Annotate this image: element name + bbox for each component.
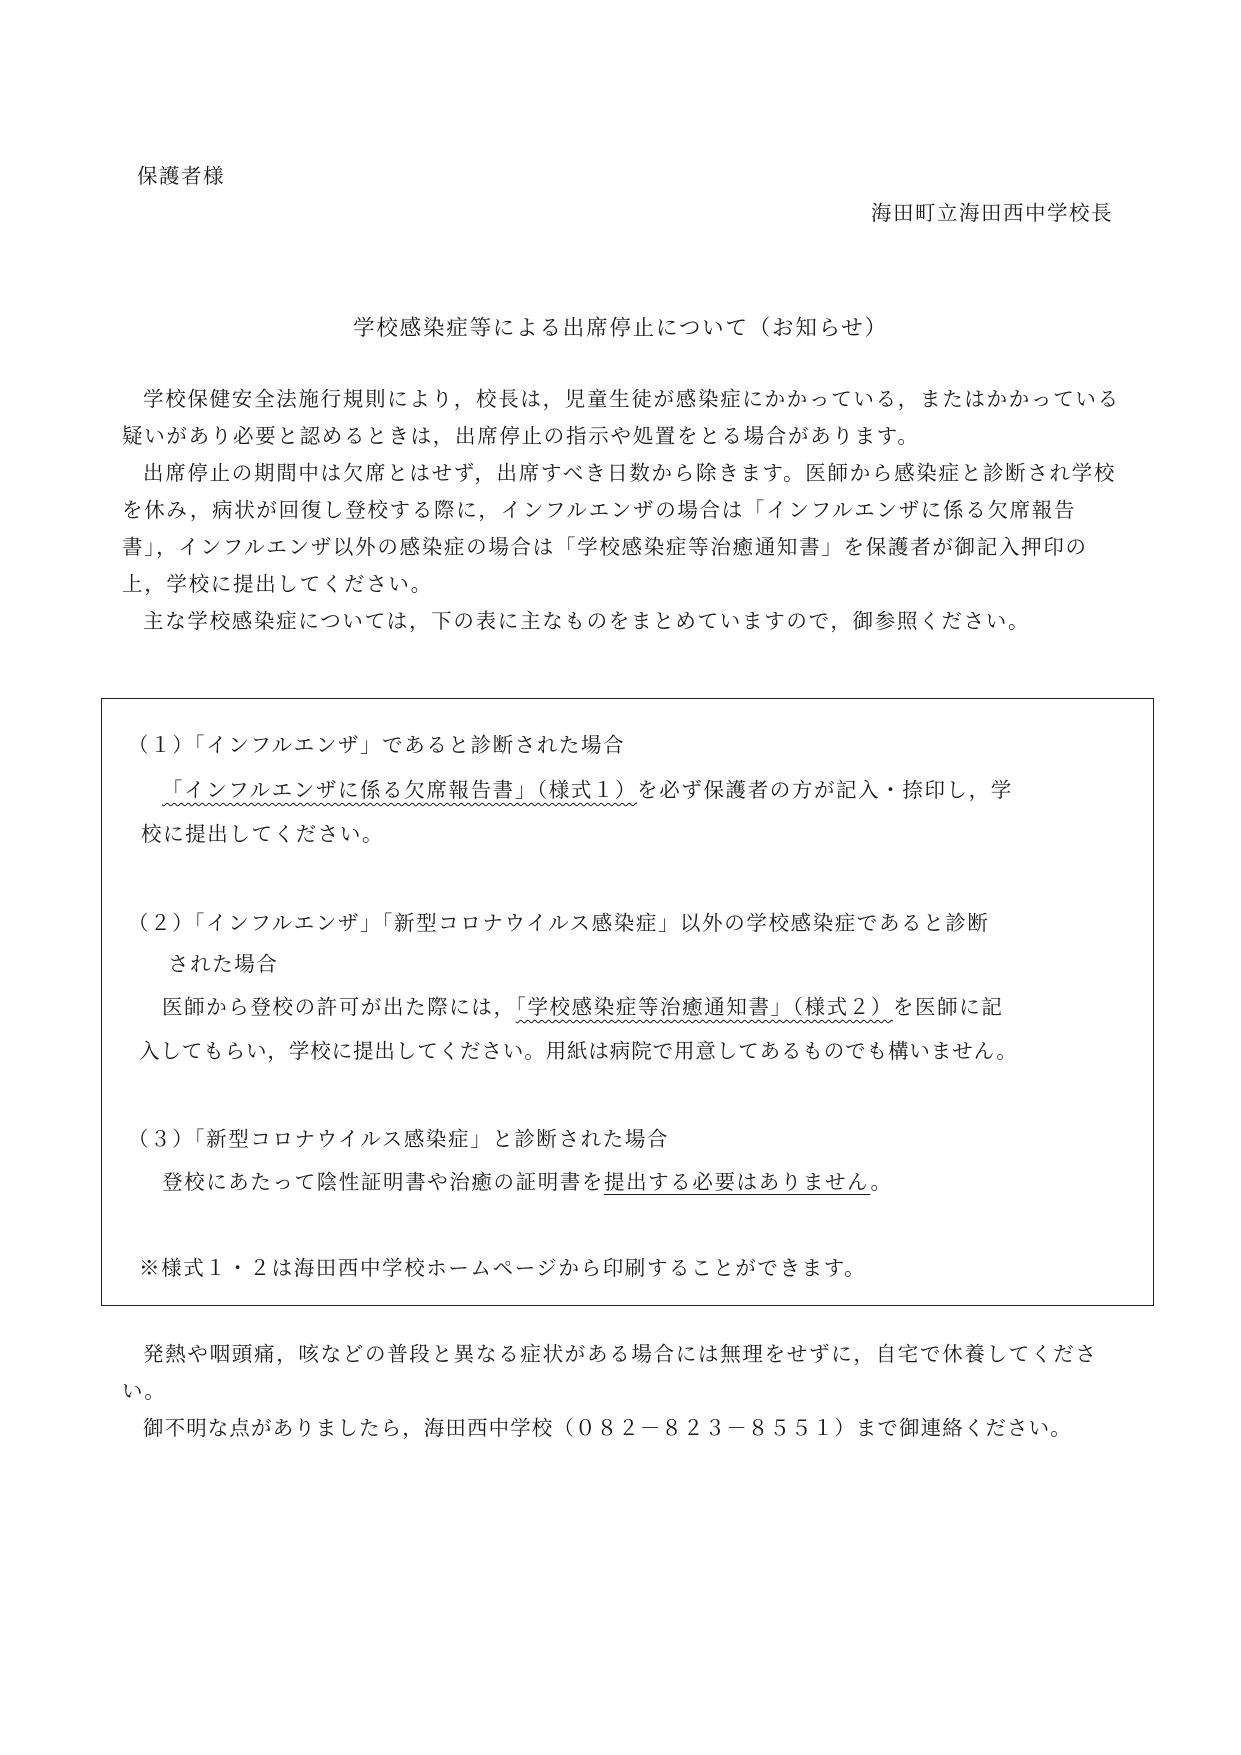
intro-paragraph-1: 学校保健安全法施行規則により，校長は，児童生徒が感染症にかかっている，またはかかっている疑いがあり必要と認めるときは，出席停止の指示や処置をとる場合があります。	[122, 387, 1120, 448]
item1-rest: を必ず保護者の方が記入・捺印し，学	[637, 778, 1013, 802]
item2-rest: を医師に記	[892, 995, 1004, 1019]
item1-line	[162, 774, 1013, 806]
item2-form-name: 「学校感染症等治癒通知書」（様式２）	[515, 995, 893, 1019]
item3-tail: 。	[870, 1170, 893, 1194]
item1-heading: （１）「インフルエンザ」であると診断された場合	[128, 733, 626, 757]
item2-lead: 医師から登校の許可が出た際には，	[162, 995, 516, 1019]
closing-paragraph-2: 御不明な点がありましたら，海田西中学校（０８２－８２３－８５５１）まで御連絡ください。	[143, 1416, 1072, 1440]
document-title: 学校感染症等による出席停止について（お知らせ）	[353, 316, 888, 341]
item2-heading: （２）「インフルエンザ」「新型コロナウイルス感染症」以外の学校感染症であると診断	[128, 911, 990, 935]
closing-paragraph-1: 発熱や咽頭痛，咳などの普段と異なる症状がある場合には無理をせずに，自宅で休養してください。	[122, 1342, 1098, 1403]
item3-line	[162, 1166, 893, 1198]
intro-paragraph-3: 主な学校感染症については，下の表に主なものをまとめていますので，御参照ください。	[143, 609, 1031, 633]
item2-line-2: 入してもらい，学校に提出してください。用紙は病院で用意してあるものでも構いません。	[139, 1039, 1018, 1063]
recipient: 保護者様	[137, 164, 225, 188]
intro-paragraph-2: 出席停止の期間中は欠席とはせず，出席すべき日数から除きます。医師から感染症と診断され学校を休み，病状が回復し登校する際に，インフルエンザの場合は「インフルエンザに係る欠席報告書」，インフルエンザ以外の感染症の場合は「学校感染症等治癒通知書」を保護者が御記入押印の上，学校に提出してください。	[122, 461, 1117, 596]
item1-form-name: 「インフルエンザに係る欠席報告書」（様式１）	[162, 778, 638, 802]
item3-heading: （３）「新型コロナウイルス感染症」と診断された場合	[128, 1127, 670, 1151]
item2-heading-cont: された場合	[168, 952, 279, 976]
item2-line	[162, 991, 1003, 1023]
item3-lead: 登校にあたって陰性証明書や治癒の証明書を	[162, 1170, 604, 1194]
item1-line-2: 校に提出してください。	[141, 822, 385, 846]
item3-emphasis: 提出する必要はありません	[604, 1170, 871, 1194]
box-note: ※様式１・２は海田西中学校ホームページから印刷することができます。	[139, 1256, 867, 1280]
sender: 海田町立海田西中学校長	[871, 201, 1113, 225]
